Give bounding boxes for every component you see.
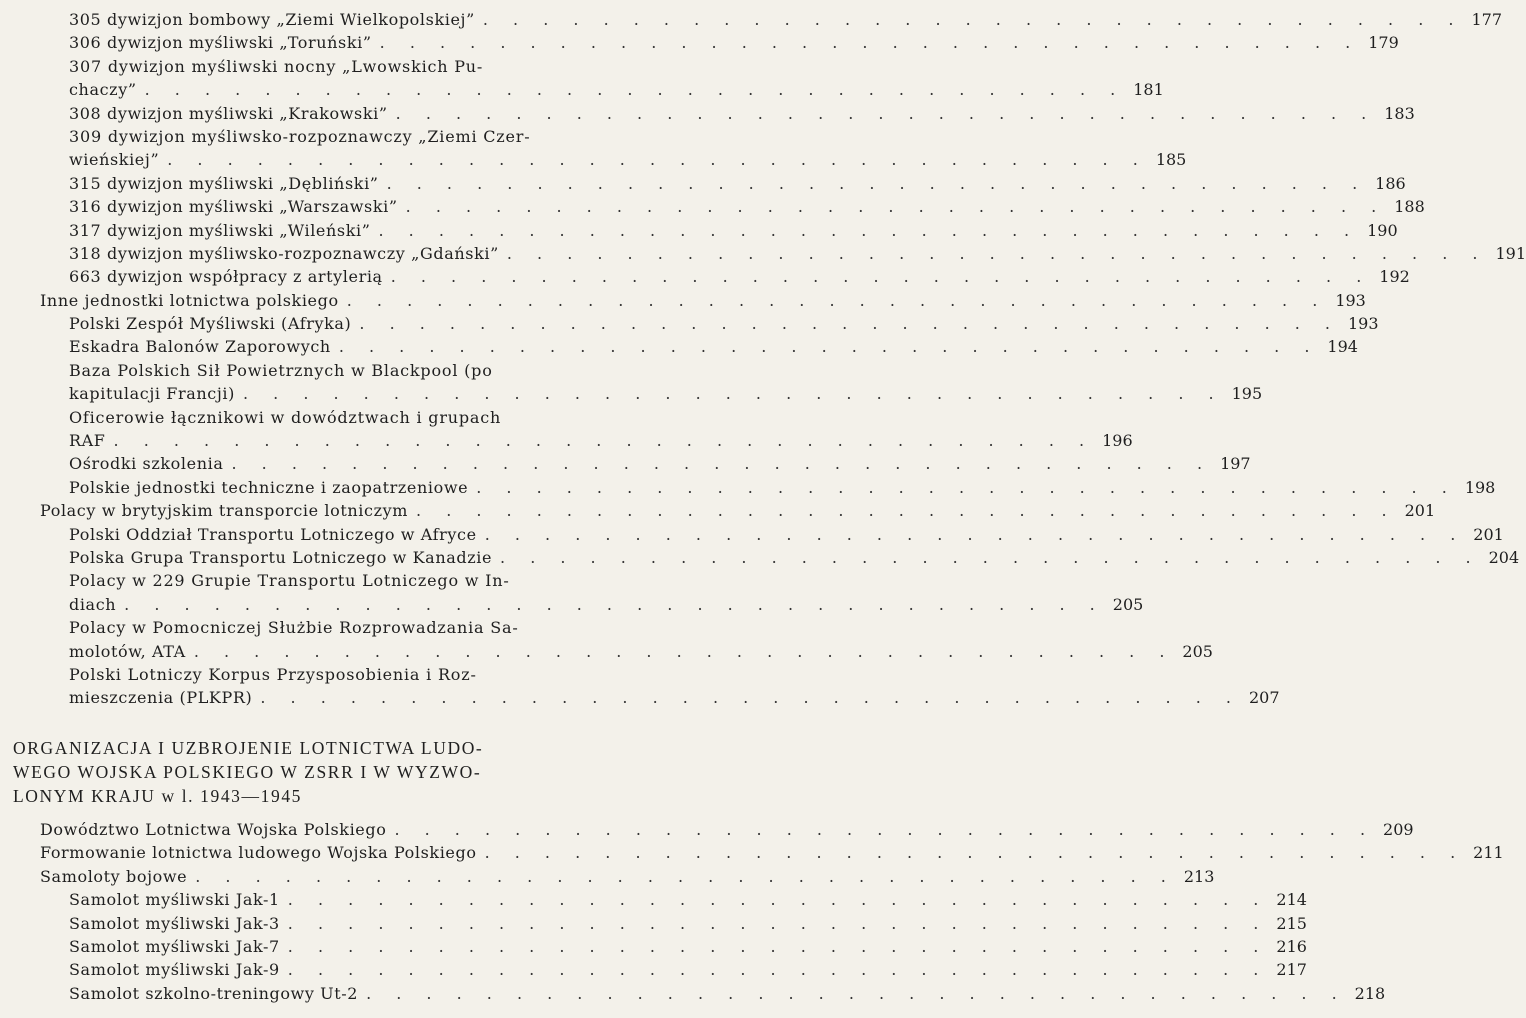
toc-entry-title: 316 dywizjon myśliwski „Warszawski” xyxy=(69,197,398,217)
toc-entry-title: 307 dywizjon myśliwski nocny „Lwowskich Pu- xyxy=(69,56,484,76)
toc-entry-title: Samoloty bojowe xyxy=(40,866,188,886)
dot-leader: . . . . . . . . . . . . . . . . . . . . . . . . . . . . . . . . . xyxy=(484,524,1466,544)
toc-entry-title: RAF xyxy=(69,431,106,451)
toc-entry-title: Samolot myśliwski Jak-1 xyxy=(69,890,280,910)
toc-list xyxy=(0,8,1526,710)
dot-leader: . . . . . . . . . . . . . . . . . . . . . . . . . . . . . . . . . xyxy=(416,501,1397,521)
dot-leader: . . . . . . . . . . . . . . . . . . . . . . . . . . . . . . . . . xyxy=(395,103,1377,123)
dot-leader: . . . . . . . . . . . . . . . . . . . . . . . . . . . . . . . . . xyxy=(394,820,1376,839)
toc-page-number: 204 xyxy=(1488,547,1520,567)
toc-page-number: 201 xyxy=(1404,501,1436,521)
toc-page-number: 214 xyxy=(1276,890,1307,910)
toc-page-number: 216 xyxy=(1276,936,1307,956)
toc-entry-title: 663 dywizjon współpracy z artylerią xyxy=(69,267,383,287)
toc-entry xyxy=(0,452,1251,475)
dot-leader: . . . . . . . . . . . . . . . . . . . . . . . . . . . . . . . . . xyxy=(346,290,1328,310)
toc-page-number: 211 xyxy=(1473,843,1504,863)
toc-entry-title: kapitulacji Francji) xyxy=(69,384,235,404)
section-heading-line: LONYM KRAJU w l. 1943—1945 xyxy=(13,786,303,806)
toc-page-number: 177 xyxy=(1471,10,1503,29)
toc-entry-title: wieńskiej” xyxy=(69,150,160,170)
toc-page-number: 193 xyxy=(1335,290,1366,310)
toc-page-number: 193 xyxy=(1348,314,1379,334)
toc-page-number: 195 xyxy=(1231,384,1263,404)
toc-entry xyxy=(0,312,1379,335)
dot-leader: . . . . . . . . . . . . . . . . . . . . . . . . . . . . . . . . . xyxy=(287,913,1269,933)
toc-entry-title: molotów, ATA xyxy=(69,641,186,661)
section-heading-line: WEGO WOJSKA POLSKIEGO W ZSRR I W WYZWO- xyxy=(13,762,482,782)
toc-entry-title: 318 dywizjon myśliwsko-rozpoznawczy „Gdański” xyxy=(69,243,499,263)
toc-page-number: 183 xyxy=(1384,103,1415,123)
toc-entry-title: 308 dywizjon myśliwski „Krakowski” xyxy=(69,103,388,123)
dot-leader: . . . . . . . . . . . . . . . . . . . . . . . . . . . . . . . . . xyxy=(195,866,1176,886)
toc-entry-title: Polski Oddział Transportu Lotniczego w Afryce xyxy=(69,524,477,544)
toc-entry xyxy=(0,935,1307,958)
dot-leader: . . . . . . . . . . . . . . . . . . . . . . . . . . . . . . . . . xyxy=(287,936,1269,956)
toc-entry-title: Polacy w Pomocniczej Służbie Rozprowadzania Sa- xyxy=(69,618,519,638)
toc-entry-title: 317 dywizjon myśliwski „Wileński” xyxy=(69,220,371,240)
dot-leader: . . . . . . . . . . . . . . . . . . . . . . . . . . . . . . . . . xyxy=(476,477,1457,497)
toc-entry-title: Polski Lotniczy Korpus Przysposobienia i Roz- xyxy=(69,664,477,684)
toc-page-number: 186 xyxy=(1375,173,1406,193)
dot-leader: . . . . . . . . . . . . . . . . . . . . . . . . . . . . . . . . . xyxy=(405,197,1387,217)
toc-entry xyxy=(0,359,620,382)
toc-entry-title: Samolot myśliwski Jak-7 xyxy=(69,936,280,956)
toc-entry xyxy=(0,912,1307,935)
toc-entry-title: Polacy w brytyjskim transporcie lotniczym xyxy=(40,501,409,521)
toc-entry-title: Polski Zespół Myśliwski (Afryka) xyxy=(69,314,352,334)
toc-page-number: 181 xyxy=(1133,80,1164,100)
toc-page-number: 213 xyxy=(1183,866,1215,886)
dot-leader: . . . . . . . . . . . . . . . . . . . . . . . . . . . . . . . . . xyxy=(378,220,1360,240)
toc-entry-title: 309 dywizjon myśliwsko-rozpoznawczy „Ziemi Czer- xyxy=(69,126,531,146)
toc-entry xyxy=(0,546,1520,569)
toc-page-number: 191 xyxy=(1495,243,1526,263)
toc-page-number: 205 xyxy=(1112,594,1144,614)
dot-leader: . . . . . . . . . . . . . . . . . . . . . . . . . . . . . . . . . xyxy=(167,150,1148,170)
toc-entry-title: Samolot myśliwski Jak-9 xyxy=(69,960,280,980)
toc-entry xyxy=(0,982,1386,1005)
toc-entry xyxy=(0,335,1358,358)
dot-leader: . . . . . . . . . . . . . . . . . . . . . . . . . . . . . . . . . xyxy=(113,431,1095,451)
toc-entry xyxy=(0,265,1410,288)
toc-page-number: 209 xyxy=(1383,820,1414,839)
dot-leader: . . . . . . . . . . . . . . . . . . . . . . . . . . . . . . . . . xyxy=(287,890,1269,910)
toc-page-number: 218 xyxy=(1354,983,1386,1003)
toc-entry xyxy=(0,55,620,78)
section-heading xyxy=(13,736,593,808)
toc-entry-title: mieszczenia (PLKPR) xyxy=(69,688,253,708)
toc-entry-title: Dowództwo Lotnictwa Wojska Polskiego xyxy=(40,820,387,839)
toc-entry-title: Samolot myśliwski Jak-3 xyxy=(69,913,280,933)
dot-leader: . . . . . . . . . . . . . . . . . . . . . . . . . . . . . . . . . xyxy=(242,384,1224,404)
toc-entry xyxy=(0,958,1307,981)
toc-entry xyxy=(0,289,1366,312)
toc-entry-title: Samolot szkolno-treningowy Ut-2 xyxy=(69,983,359,1003)
toc-entry-title: 305 dywizjon bombowy „Ziemi Wielkopolskiej” xyxy=(69,10,475,29)
toc-entry-title: Ośrodki szkolenia xyxy=(69,454,224,474)
toc-entry xyxy=(0,219,1398,242)
toc-entry xyxy=(0,8,1503,31)
toc-page-number: 179 xyxy=(1368,33,1399,53)
toc-entry-title: Formowanie lotnictwa ludowego Wojska Polskiego xyxy=(40,843,477,863)
dot-leader: . . . . . . . . . . . . . . . . . . . . . . . . . . . . . . . . . xyxy=(359,314,1340,334)
dot-leader: . . . . . . . . . . . . . . . . . . . . . . . . . . . . . . . . . xyxy=(338,337,1320,357)
dot-leader: . . . . . . . . . . . . . . . . . . . . . . . . . . . . . . . . . xyxy=(366,983,1347,1003)
toc-entry xyxy=(0,382,1263,405)
toc-entry-title: Polacy w 229 Grupie Transportu Lotniczego w In- xyxy=(69,571,510,591)
toc-entry xyxy=(0,31,1399,54)
toc-page-number: 205 xyxy=(1182,641,1213,661)
toc-entry-title: Eskadra Balonów Zaporowych xyxy=(69,337,331,357)
toc-entry-title: 315 dywizjon myśliwski „Dębliński” xyxy=(69,173,379,193)
toc-entry xyxy=(0,865,1215,888)
dot-leader: . . . . . . . . . . . . . . . . . . . . . . . . . . . . . . . . . xyxy=(124,594,1105,614)
section-heading-line: ORGANIZACJA I UZBROJENIE LOTNICTWA LUDO- xyxy=(13,738,484,758)
dot-leader: . . . . . . . . . . . . . . . . . . . . . . . . . . . . . . . . . xyxy=(231,454,1213,474)
toc-page-number: 185 xyxy=(1155,150,1187,170)
toc-page-number: 198 xyxy=(1464,477,1496,497)
toc-entry-title: 306 dywizjon myśliwski „Toruński” xyxy=(69,33,372,53)
toc-entry xyxy=(0,429,1133,452)
toc-entry-title: Baza Polskich Sił Powietrznych w Blackpool (po xyxy=(69,360,493,380)
toc-entry xyxy=(0,78,1164,101)
toc-entry xyxy=(0,125,620,148)
dot-leader: . . . . . . . . . . . . . . . . . . . . . . . . . . . . . . . . . xyxy=(379,33,1361,53)
toc-entry-title: chaczy” xyxy=(69,80,137,100)
dot-leader: . . . . . . . . . . . . . . . . . . . . . . . . . . . . . . . . . xyxy=(390,267,1372,287)
toc-entry xyxy=(0,406,620,429)
toc-entry xyxy=(0,616,620,639)
dot-leader: . . . . . . . . . . . . . . . . . . . . . . . . . . . . . . . . . xyxy=(287,960,1269,980)
toc-entry xyxy=(0,195,1425,218)
toc-entry xyxy=(0,569,620,592)
toc-entry xyxy=(0,686,1280,709)
dot-leader: . . . . . . . . . . . . . . . . . . . . . . . . . . . . . . . . . xyxy=(484,843,1466,863)
toc-list-continued xyxy=(0,818,1504,1005)
toc-entry xyxy=(0,523,1504,546)
dot-leader: . . . . . . . . . . . . . . . . . . . . . . . . . . . . . . . . . xyxy=(506,243,1488,263)
dot-leader: . . . . . . . . . . . . . . . . . . . . . . . . . . . . . . . . . xyxy=(260,688,1241,708)
toc-page-number: 194 xyxy=(1327,337,1358,357)
toc-entry xyxy=(0,640,1213,663)
toc-page-number: 196 xyxy=(1102,431,1133,451)
toc-entry xyxy=(0,888,1307,911)
toc-entry xyxy=(0,818,1414,841)
toc-entry xyxy=(0,841,1504,864)
toc-entry xyxy=(0,476,1496,499)
toc-entry xyxy=(0,172,1406,195)
toc-entry-title: Polskie jednostki techniczne i zaopatrzeniowe xyxy=(69,477,469,497)
toc-entry xyxy=(0,593,1144,616)
toc-entry xyxy=(0,242,1526,265)
toc-entry xyxy=(0,499,1436,522)
toc-entry xyxy=(0,663,620,686)
toc-page-number: 192 xyxy=(1379,267,1410,287)
toc-entry-title: Inne jednostki lotnictwa polskiego xyxy=(40,290,339,310)
toc-page-number: 217 xyxy=(1276,960,1307,980)
dot-leader: . . . . . . . . . . . . . . . . . . . . . . . . . . . . . . . . . xyxy=(482,10,1464,29)
dot-leader: . . . . . . . . . . . . . . . . . . . . . . . . . . . . . . . . . xyxy=(144,80,1126,100)
toc-entry xyxy=(0,148,1187,171)
toc-page-number: 190 xyxy=(1367,220,1398,240)
toc-entry-title: Polska Grupa Transportu Lotniczego w Kanadzie xyxy=(69,547,493,567)
dot-leader: . . . . . . . . . . . . . . . . . . . . . . . . . . . . . . . . . xyxy=(193,641,1175,661)
toc-page-number: 201 xyxy=(1473,524,1504,544)
dot-leader: . . . . . . . . . . . . . . . . . . . . . . . . . . . . . . . . . xyxy=(386,173,1368,193)
toc-page-number: 197 xyxy=(1220,454,1251,474)
toc-page-number: 215 xyxy=(1276,913,1307,933)
toc-page-number: 188 xyxy=(1394,197,1425,217)
toc-entry-title: Oficerowie łącznikowi w dowództwach i grupach xyxy=(69,407,502,427)
toc-entry xyxy=(0,102,1415,125)
dot-leader: . . . . . . . . . . . . . . . . . . . . . . . . . . . . . . . . . xyxy=(500,547,1481,567)
toc-entry-title: diach xyxy=(69,594,117,614)
toc-page-number: 207 xyxy=(1248,688,1280,708)
